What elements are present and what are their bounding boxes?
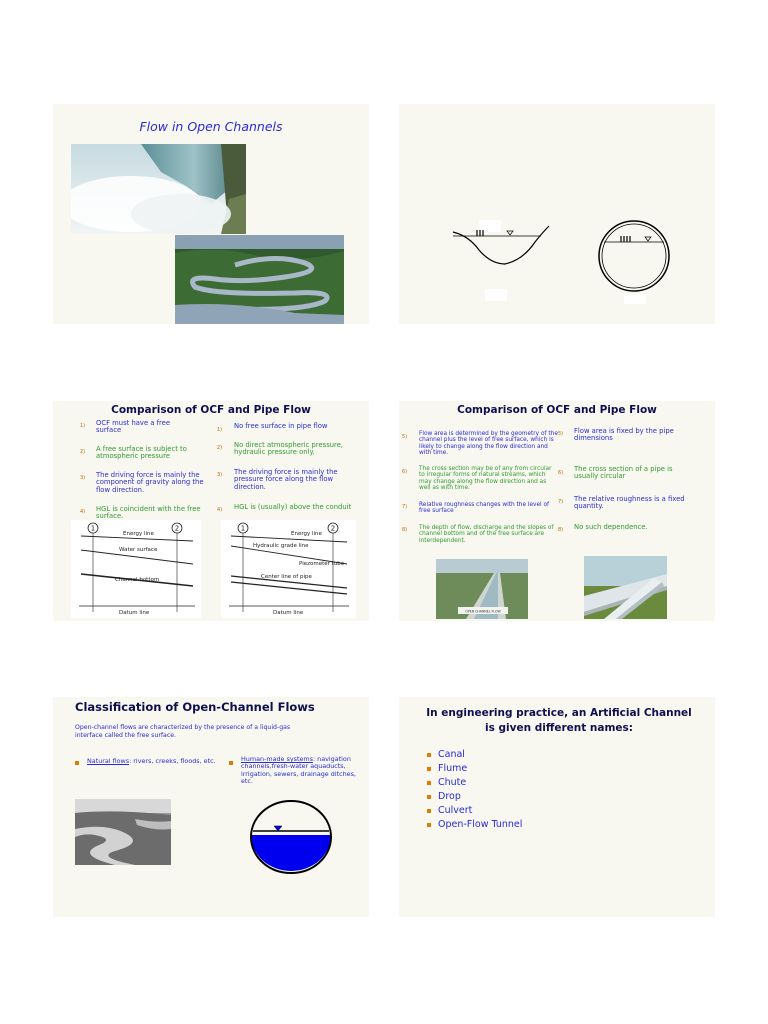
slide-artificial-channel-names [399, 697, 715, 917]
list-item-label: Canal [438, 749, 465, 760]
item-number: 2) [80, 449, 86, 455]
channel-names-list [427, 749, 522, 833]
pipe-point: No direct atmospheric pressure, hydraulic pressure only. [234, 441, 344, 457]
pipe-point: The relative roughness is a fixed quantity. [574, 495, 685, 511]
list-item [427, 791, 522, 805]
ocf-point: The cross section may be of any from circular to irregular forms of natural streams, which may change along the flow direction and as well as with time. [419, 466, 552, 492]
item-number: 7) [558, 499, 564, 505]
ocf-point: OCF must have a free surface [96, 419, 171, 435]
open-channel-photo [436, 559, 528, 619]
waterfall-photo [71, 144, 246, 234]
river-aerial-photo [175, 235, 344, 324]
item-number: 6) [402, 469, 408, 475]
pipe-point: No free surface in pipe flow [234, 422, 328, 430]
bullet-icon [427, 781, 431, 785]
slide-cross-sections [399, 104, 715, 324]
human-made-desc: : navigation channels,fresh-water aquaducts, irrigation, sewers, drainage ditches, etc. [241, 755, 356, 786]
slide-flow-in-open-channels [53, 104, 369, 324]
pipe-point: No such dependence. [574, 523, 648, 531]
natural-flows-desc: : rivers, creeks, floods, etc. [129, 757, 216, 765]
open-channel-energy-diagram [71, 520, 201, 618]
item-number: 2) [217, 445, 223, 451]
list-item [427, 819, 522, 833]
datum-line-label: Datum line [273, 610, 304, 616]
section-label: 1 [90, 524, 96, 533]
slide-title: Comparison of OCF and Pipe Flow [111, 404, 311, 416]
pipe-point: Flow area is fixed by the pipe dimensions [574, 427, 674, 443]
list-item [427, 749, 522, 763]
item-number: 7) [402, 504, 408, 510]
slide-title: Classification of Open-Channel Flows [75, 700, 315, 714]
natural-flows-text [87, 758, 217, 765]
item-number: 4) [80, 509, 86, 515]
list-item-label: Open-Flow Tunnel [438, 819, 523, 830]
slide-title: In engineering practice, an Artificial Channel is given different names: [426, 707, 692, 734]
item-number: 5) [558, 431, 564, 437]
slide-title: Flow in Open Channels [139, 119, 283, 134]
bullet-icon [427, 795, 431, 799]
item-number: 5) [402, 434, 408, 440]
bullet-icon [75, 761, 79, 765]
item-number: 8) [558, 527, 564, 533]
energy-line-label: Energy line [123, 531, 154, 537]
pipe-cross-section-diagram [248, 799, 334, 875]
ocf-point: The depth of flow, discharge and the slopes of channel bottom and of the free surface are interdependent. [419, 525, 554, 544]
item-number: 3) [217, 472, 223, 478]
energy-line-label: Energy line [291, 531, 322, 537]
list-item [427, 763, 522, 777]
item-number: 1) [217, 427, 223, 433]
channel-bottom-label: Channel bottom [115, 577, 160, 583]
intro-text: Open-channel flows are characterized by the presence of a liquid-gas interface called the free surface. [75, 724, 291, 739]
list-item-label: Chute [438, 777, 467, 788]
water-surface-label: Water surface [119, 547, 158, 553]
item-number: 3) [80, 475, 86, 481]
datum-line-label: Datum line [119, 610, 150, 616]
slide-comparison-1 [53, 401, 369, 621]
bullet-icon [427, 753, 431, 757]
hgl-label: Hydraulic grade line [253, 543, 309, 549]
river-bw-photo [75, 799, 171, 865]
pipe-point: The driving force is mainly the pressure force along the flow direction. [234, 468, 338, 491]
list-item [427, 805, 522, 819]
slide-title: Comparison of OCF and Pipe Flow [457, 404, 657, 416]
open-channel-section [453, 220, 549, 301]
section-label: 2 [174, 524, 180, 533]
slide-comparison-2 [399, 401, 715, 621]
list-item-label: Culvert [438, 805, 473, 816]
pipe-energy-diagram [221, 520, 356, 618]
bullet-icon [229, 761, 233, 765]
bullet-icon [427, 767, 431, 771]
slide-classification [53, 697, 369, 917]
ocf-point: A free surface is subject to atmospheric pressure [96, 445, 187, 461]
piezometer-label: Piezometer tube [299, 561, 345, 567]
list-item-label: Flume [438, 763, 468, 774]
section-label: 2 [330, 524, 336, 533]
human-made-label: Human-made systems [241, 755, 313, 763]
item-number: 1) [80, 423, 86, 429]
ocf-point: The driving force is mainly the component of gravity along the flow direction. [96, 471, 204, 494]
pipe-section [599, 221, 669, 304]
pipeline-photo [584, 556, 667, 619]
ocf-point: HGL is coincident with the free surface. [96, 505, 201, 521]
photo-caption: OPEN CHANNEL FLOW [465, 609, 501, 614]
item-number: 6) [558, 470, 564, 476]
natural-flows-label: Natural flows [87, 757, 130, 765]
section-label: 1 [240, 524, 246, 533]
pipe-point: The cross section of a pipe is usually circular [574, 465, 673, 481]
human-made-text [241, 756, 359, 786]
pipe-centerline-label: Center line of pipe [261, 574, 312, 580]
bullet-icon [427, 823, 431, 827]
item-number: 4) [217, 507, 223, 513]
ocf-point: Relative roughness changes with the level of free surface [419, 502, 550, 515]
ocf-point: Flow area is determined by the geometry of the channel plus the level of free surface, which is likely to change along the flow direction and with time. [419, 431, 558, 457]
list-item-label: Drop [438, 791, 461, 802]
list-item [427, 777, 522, 791]
pipe-point: HGL is (usually) above the conduit [234, 503, 352, 511]
item-number: 8) [402, 527, 408, 533]
bullet-icon [427, 809, 431, 813]
channel-vs-pipe-diagram [439, 214, 699, 304]
